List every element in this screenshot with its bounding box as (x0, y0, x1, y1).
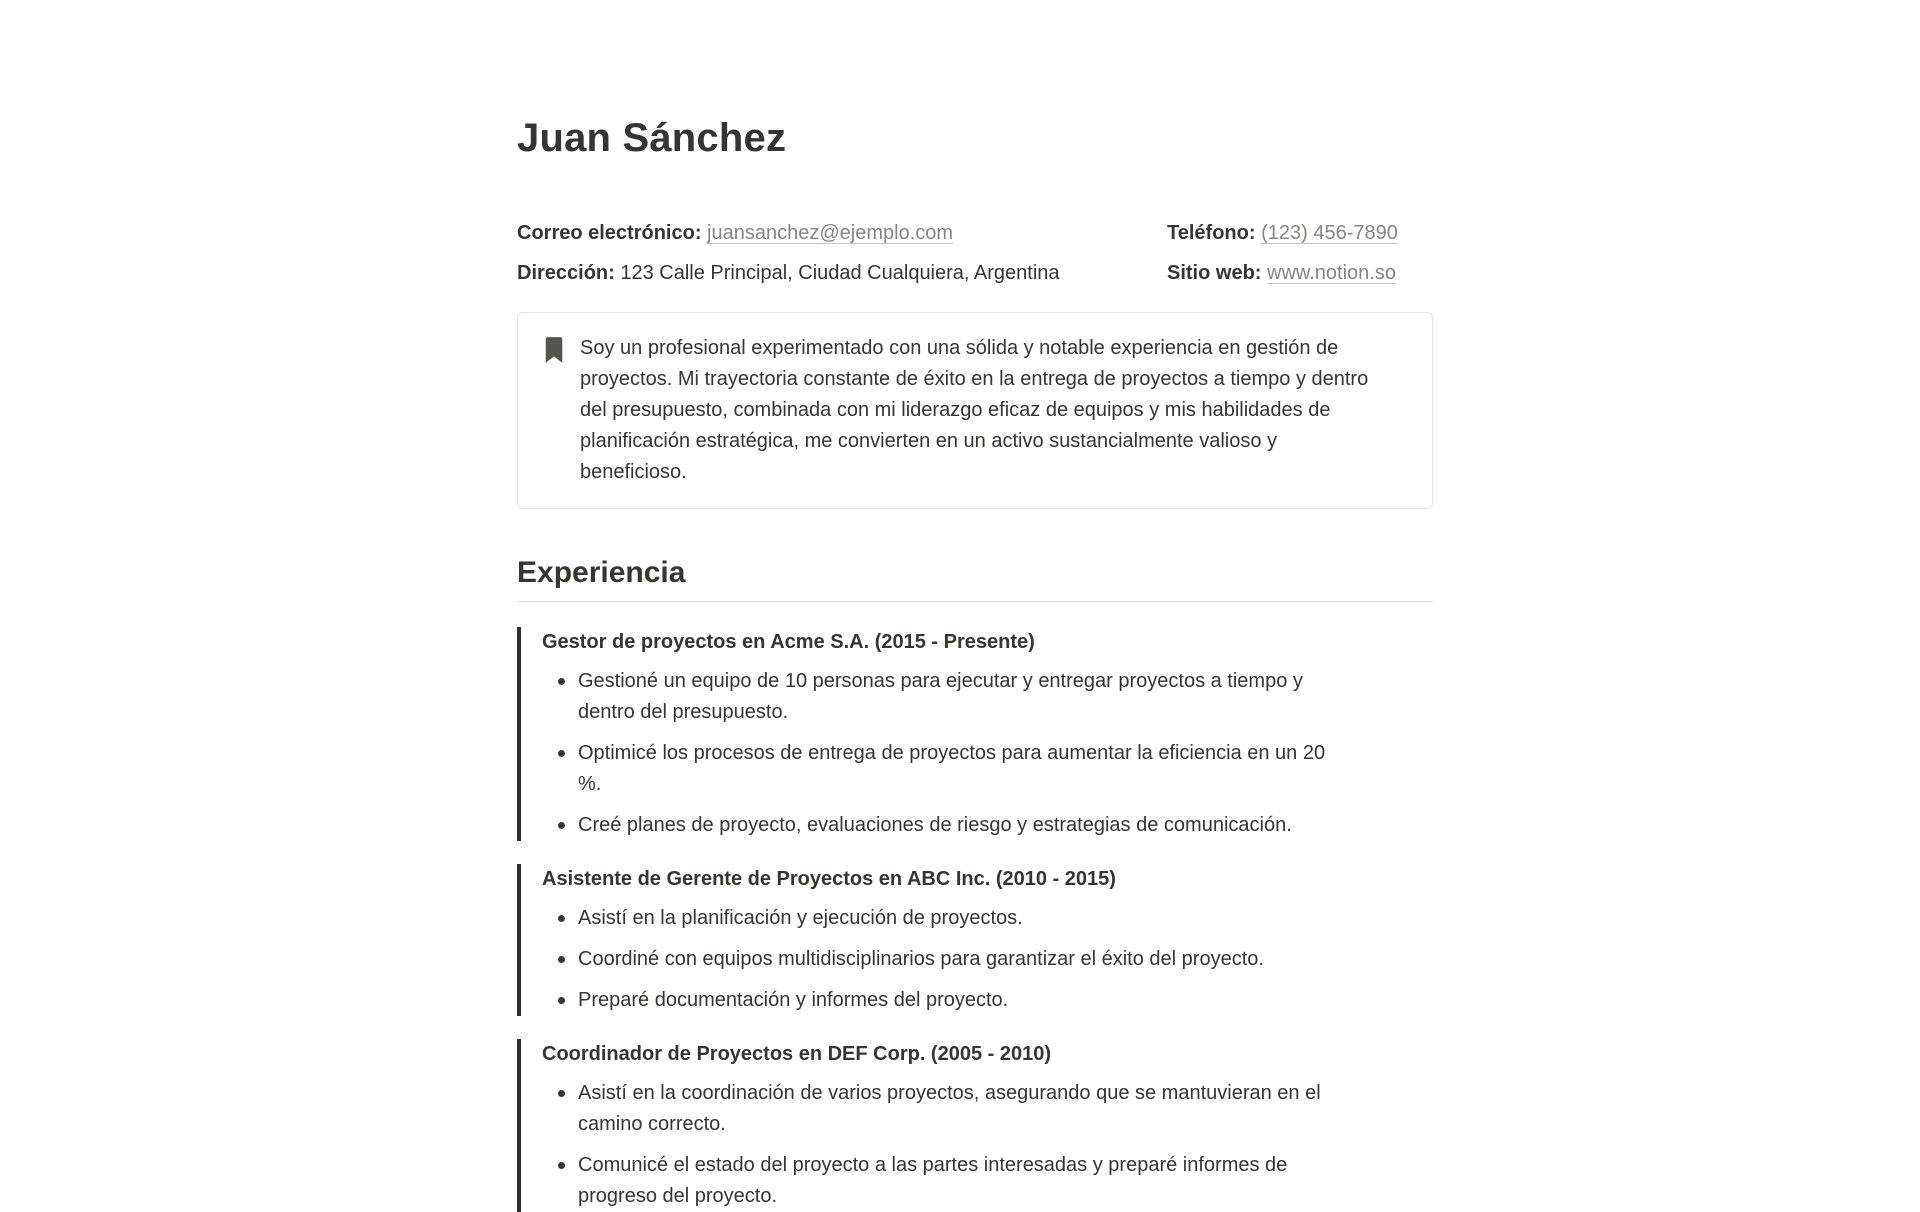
job-bullet-list (542, 1078, 1433, 1212)
job-bullet: Creé planes de proyecto, evaluaciones de riesgo y estrategias de comunicación. (542, 810, 1332, 841)
section-divider (517, 601, 1433, 602)
contact-column-left (517, 218, 1067, 289)
website-label: Sitio web: (1167, 262, 1262, 284)
website-link[interactable]: www.notion.so (1267, 262, 1396, 284)
email-label: Correo electrónico: (517, 222, 702, 244)
job-bullet: Gestioné un equipo de 10 personas para ejecutar y entregar proyectos a tiempo y dentro del presupuesto. (542, 666, 1332, 728)
bookmark-icon (543, 336, 565, 364)
summary-text: Soy un profesional experimentado con una sólida y notable experiencia en gestión de proyectos. Mi trayectoria constante de éxito en la entrega de proyectos a tiempo y dentro del presupuesto, combinada con mi liderazgo eficaz de equipos y mis habilidades de planificación estratégica, me convierten en un activo sustancialmente valioso y beneficioso. (580, 337, 1369, 483)
contact-column-right (1167, 218, 1433, 289)
contact-row-email (517, 218, 1067, 249)
experience-heading: Experiencia (517, 556, 686, 589)
document-page (517, 0, 1433, 1212)
job-bullet: Coordiné con equipos multidisciplinarios para garantizar el éxito del proyecto. (542, 944, 1332, 975)
contact-row-address (517, 258, 1067, 289)
contact-row-website (1167, 258, 1433, 289)
address-label: Dirección: (517, 262, 615, 284)
job-bullet: Asistí en la coordinación de varios proyectos, asegurando que se mantuvieran en el camino correcto. (542, 1078, 1332, 1140)
job-block (517, 627, 1433, 841)
summary-callout (517, 312, 1433, 509)
contact-row-phone (1167, 218, 1433, 249)
job-title: Coordinador de Proyectos en DEF Corp. (2005 - 2010) (542, 1043, 1052, 1065)
job-bullet: Comunicé el estado del proyecto a las partes interesadas y preparé informes de progreso del proyecto. (542, 1150, 1332, 1212)
job-block (517, 1039, 1433, 1212)
phone-link[interactable]: (123) 456-7890 (1261, 222, 1398, 244)
job-bullet: Asistí en la planificación y ejecución de proyectos. (542, 903, 1332, 934)
job-block (517, 864, 1433, 1016)
job-bullet-list (542, 903, 1433, 1016)
job-bullet-list (542, 666, 1433, 841)
phone-label: Teléfono: (1167, 222, 1256, 244)
job-title: Gestor de proyectos en Acme S.A. (2015 - Presente) (542, 631, 1035, 653)
address-value: 123 Calle Principal, Ciudad Cualquiera, Argentina (620, 262, 1060, 284)
page-title: Juan Sánchez (517, 116, 787, 160)
job-title: Asistente de Gerente de Proyectos en ABC Inc. (2010 - 2015) (542, 868, 1116, 890)
email-link[interactable]: juansanchez@ejemplo.com (707, 222, 954, 244)
job-bullet: Optimicé los procesos de entrega de proyectos para aumentar la eficiencia en un 20 %. (542, 738, 1332, 800)
job-bullet: Preparé documentación y informes del proyecto. (542, 985, 1332, 1016)
experience-section (517, 627, 1433, 1212)
contact-section (517, 218, 1433, 289)
